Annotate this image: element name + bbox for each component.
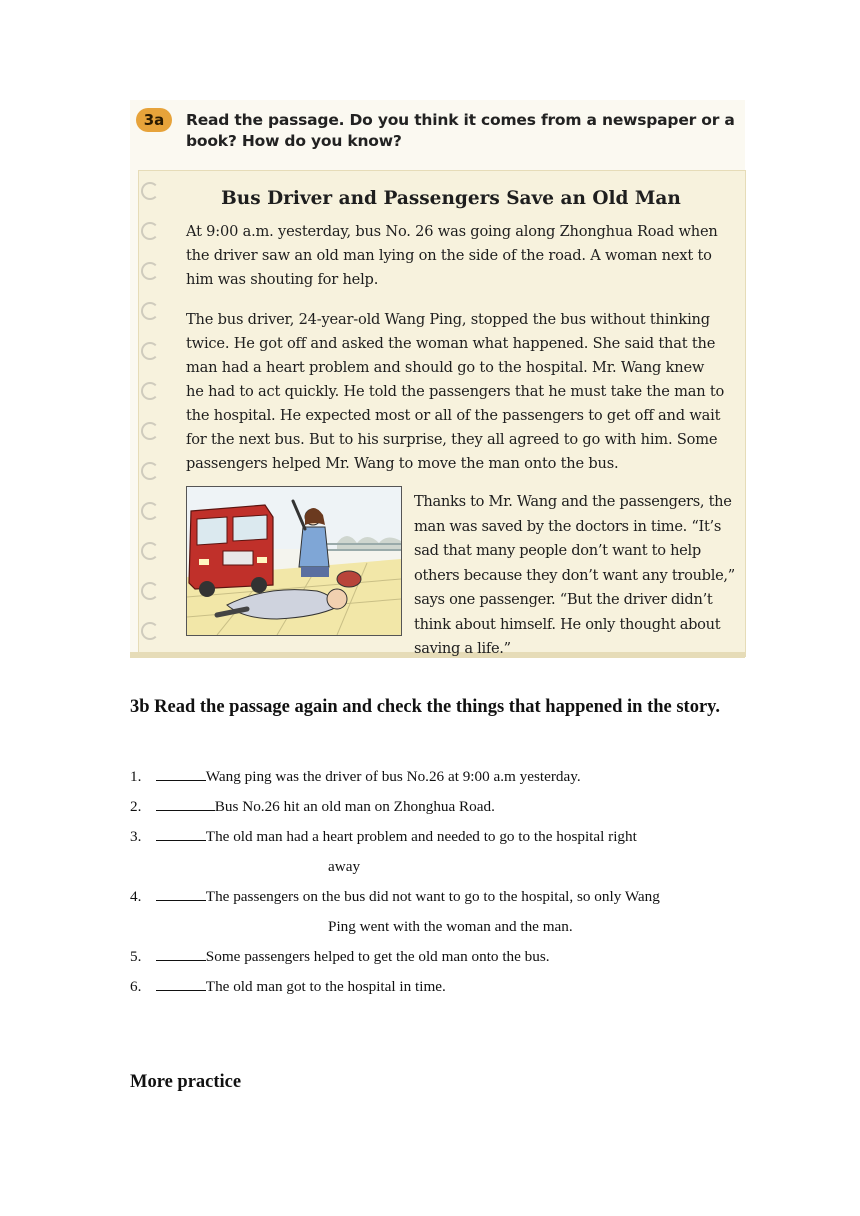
list-item: 5. Some passengers helped to get the old man onto the bus. — [130, 942, 770, 972]
textbook-scan — [130, 100, 745, 658]
story-title: Bus Driver and Passengers Save an Old Man — [221, 188, 681, 209]
list-item: 6. The old man got to the hospital in time. — [130, 972, 770, 1002]
section-badge: 3a — [136, 108, 172, 132]
reading-instruction: Read the passage. Do you think it comes from a newspaper or a book? How do you know? — [186, 111, 735, 150]
list-item: 2. Bus No.26 hit an old man on Zhonghua Road. — [130, 792, 770, 822]
answer-blank[interactable] — [156, 792, 215, 811]
answer-blank[interactable] — [156, 762, 206, 781]
list-item: 3. The old man had a heart problem and needed to go to the hospital right — [130, 822, 770, 852]
more-practice-heading: More practice — [130, 1072, 242, 1092]
exercise-3b-heading: 3b Read the passage again and check the things that happened in the story. — [130, 697, 721, 717]
story-paragraph-1: At 9:00 a.m. yesterday, bus No. 26 was going along Zhonghua Road when the driver saw an old man lying on the side of the road. A woman next to him was shouting for help. — [186, 223, 718, 288]
story-paragraph-2: The bus driver, 24-year-old Wang Ping, stopped the bus without thinking twice. He got off and asked the woman what happened. She said that the man had a heart problem and should go to the hospital. Mr. Wang knew he had to act quickly. He told the passengers that he must take the man to the hospital. He expected most or all of the passengers to get off and wait for the next bus. But to his surprise, they all agreed to go with him. Some passengers helped Mr. Wang to move the man onto the bus. — [186, 311, 725, 472]
list-item: 1. Wang ping was the driver of bus No.26 at 9:00 a.m yesterday. — [130, 762, 770, 792]
binder-rings — [141, 178, 159, 648]
list-item: 4. The passengers on the bus did not want to go to the hospital, so only Wang — [130, 882, 770, 912]
answer-blank[interactable] — [156, 822, 206, 841]
list-item-continuation: Ping went with the woman and the man. — [328, 918, 573, 935]
bus-rescue-illustration — [186, 486, 402, 636]
answer-blank[interactable] — [156, 942, 206, 961]
answer-blank[interactable] — [156, 882, 206, 901]
story-paragraph-3: Thanks to Mr. Wang and the passengers, the man was saved by the doctors in time. “It’s sad that many people don’t want to help others because they don’t want any trouble,” says one passenger. “But the driver didn’t think about himself. He only thought about saving a life.” — [414, 493, 735, 657]
exercise-3b-list — [130, 762, 770, 1002]
answer-blank[interactable] — [156, 972, 206, 991]
list-item-continuation: away — [328, 858, 361, 875]
